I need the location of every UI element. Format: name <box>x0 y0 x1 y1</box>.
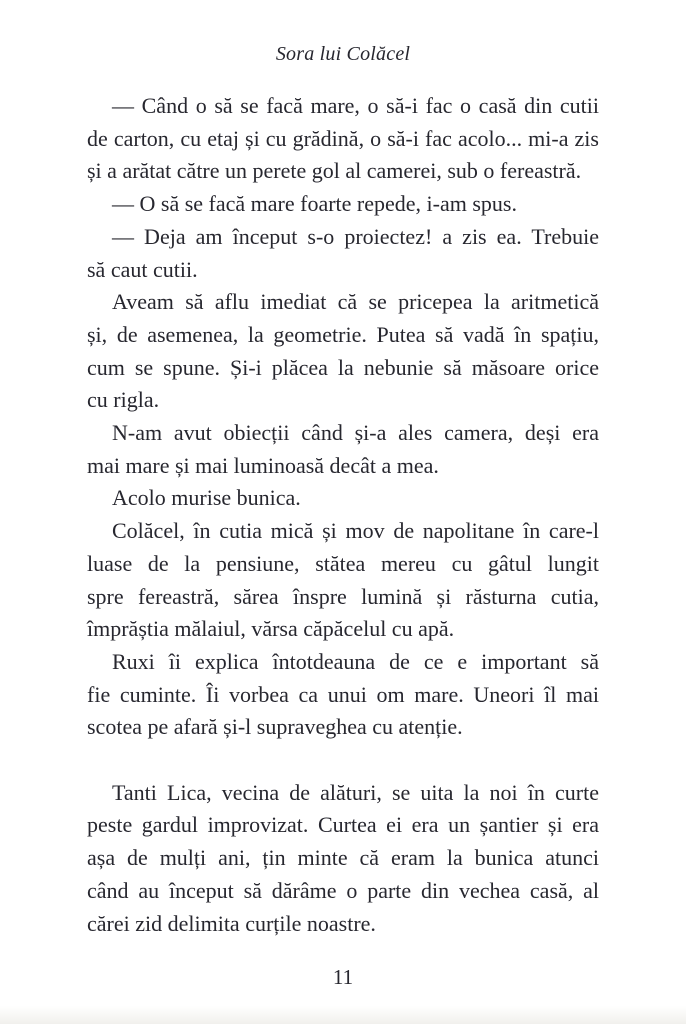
text-line: fie cuminte. Îi vorbea ca unui om mare. Uneori îl mai <box>87 681 599 707</box>
text-line: Tanti Lica, vecina de alături, se uita la noi în curte <box>112 779 599 805</box>
paragraph <box>87 482 599 515</box>
text-line: când au început să dărâme o parte din vechea casă, al <box>87 877 599 903</box>
text-line: Acolo murise bunica. <box>112 485 301 511</box>
text-line: Aveam să aflu imediat că se pricepea la aritmetică <box>112 289 599 315</box>
text-line: peste gardul improvizat. Curtea ei era un șantier și era <box>87 812 599 838</box>
paragraph <box>87 90 599 188</box>
body-text <box>87 90 599 940</box>
text-line: Ruxi îi explica întotdeauna de ce e important să <box>112 648 599 674</box>
paragraph <box>87 417 599 482</box>
text-line: — Deja am început s-o proiectez! a zis ea. Trebuie <box>112 223 599 249</box>
text-line: — Când o să se facă mare, o să-i fac o casă din cutii <box>112 93 599 118</box>
text-line: și a arătat către un perete gol al camerei, sub o fereastră. <box>87 158 582 184</box>
paragraph <box>87 646 599 744</box>
text-line: scotea pe afară și-l supraveghea cu atenție. <box>87 714 463 740</box>
paragraph <box>87 286 599 417</box>
page-bottom-edge <box>0 1006 686 1024</box>
text-line: N-am avut obiecții când și-a ales camera, deși era <box>112 420 599 446</box>
text-line: luase de la pensiune, stătea mereu cu gâtul lungit <box>87 550 599 576</box>
paragraph <box>87 221 599 286</box>
text-line: cum se spune. Și-i plăcea la nebunie să măsoare orice <box>87 354 599 380</box>
text-line: mai mare și mai luminoasă decât a mea. <box>87 452 439 478</box>
paragraph <box>87 777 599 941</box>
text-line: Colăcel, în cutia mică și mov de napolitane în care-l <box>112 518 599 544</box>
text-line: așa de mulți ani, țin minte că eram la bunica atunci <box>87 845 599 871</box>
text-line: — O să se facă mare foarte repede, i-am spus. <box>112 191 517 217</box>
running-header: Sora lui Colăcel <box>275 43 411 65</box>
text-line: împrăștia mălaiul, vărsa căpăcelul cu apă. <box>87 616 455 642</box>
page-number: 11 <box>332 965 354 989</box>
text-line: cărei zid delimita curțile noastre. <box>87 910 376 936</box>
paragraph <box>87 515 599 646</box>
paragraph <box>87 188 599 221</box>
text-line: cu rigla. <box>87 387 160 413</box>
text-line: și, de asemenea, la geometrie. Putea să vadă în spațiu, <box>87 321 599 347</box>
text-line: spre fereastră, sărea înspre lumină și răsturna cutia, <box>87 583 599 609</box>
text-line: de carton, cu etaj și cu grădină, o să-i fac acolo... mi-a zis <box>87 125 599 151</box>
text-line: să caut cutii. <box>87 256 198 282</box>
